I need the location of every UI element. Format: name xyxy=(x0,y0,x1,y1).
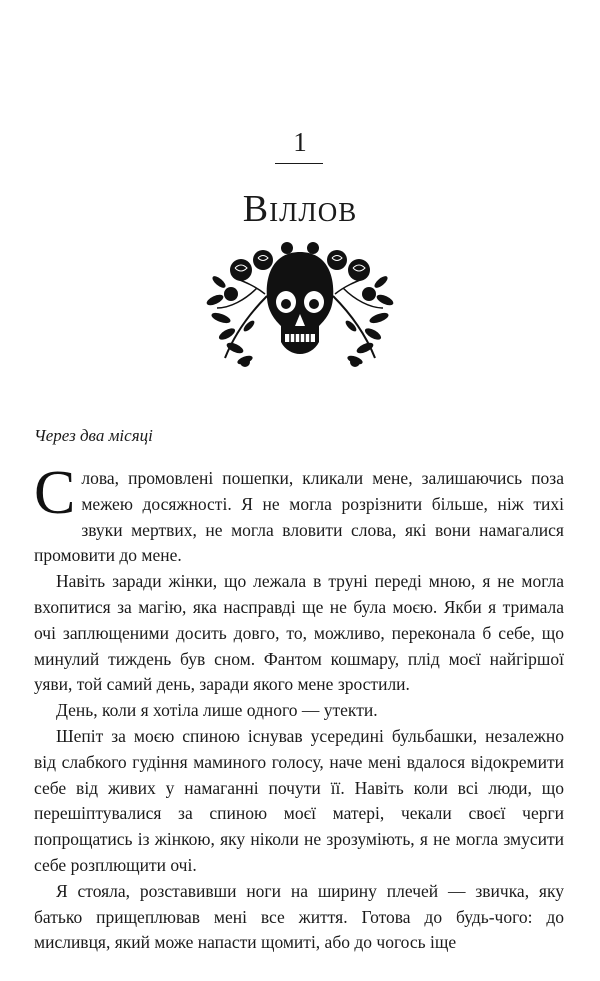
paragraph-text: лова, промовлені пошепки, кликали мене, залишаючись поза межею досяжності. Я не могла розрізнити більше, ніж тихі звуки мертвих, не могла вловити слова, які вони намагалися промовити до мене. xyxy=(34,468,564,566)
paragraph: День, коли я хотіла лише одного — утекти. xyxy=(56,700,378,721)
section-subheading: Через два місяці xyxy=(34,426,153,445)
chapter-body xyxy=(34,459,564,956)
chapter-divider xyxy=(275,163,323,164)
chapter-number: 1 xyxy=(293,127,307,157)
paragraph: Я стояла, розставивши ноги на ширину плечей — звичка, яку батько прищеплював мені все життя. Готова до будь-чого: до мисливця, який може напасти щомиті, або до чогось іще xyxy=(34,880,564,953)
paragraph xyxy=(34,459,564,569)
chapter-title: Віллов xyxy=(242,188,358,230)
skull-with-roses-icon xyxy=(205,238,395,378)
paragraph: Шепіт за моєю спиною існував усередині бульбашки, незалежно від слабкого гудіння маминого голосу, наче мені вдалося відокремити себе від живих у намаганні почути її. Навіть коли всі люди, що перешіптувалися за спиною моєї матері, чекали своєї черги попрощатись із жінкою, яку ніколи не зрозуміють, я не могла змусити себе розплющити очі. xyxy=(34,725,564,875)
drop-cap: С xyxy=(34,459,76,527)
paragraph: Навіть заради жінки, що лежала в труні переді мною, я не могла вхопитися за магію, яка насправді ще не була моєю. Якби я тримала очі заплющеними досить довго, то, можливо, переконала б себе, що минулий тиждень був сном. Фантом кошмару, плід моєї найгіршої уяви, той самий день, заради якого мене зростили. xyxy=(34,571,564,695)
